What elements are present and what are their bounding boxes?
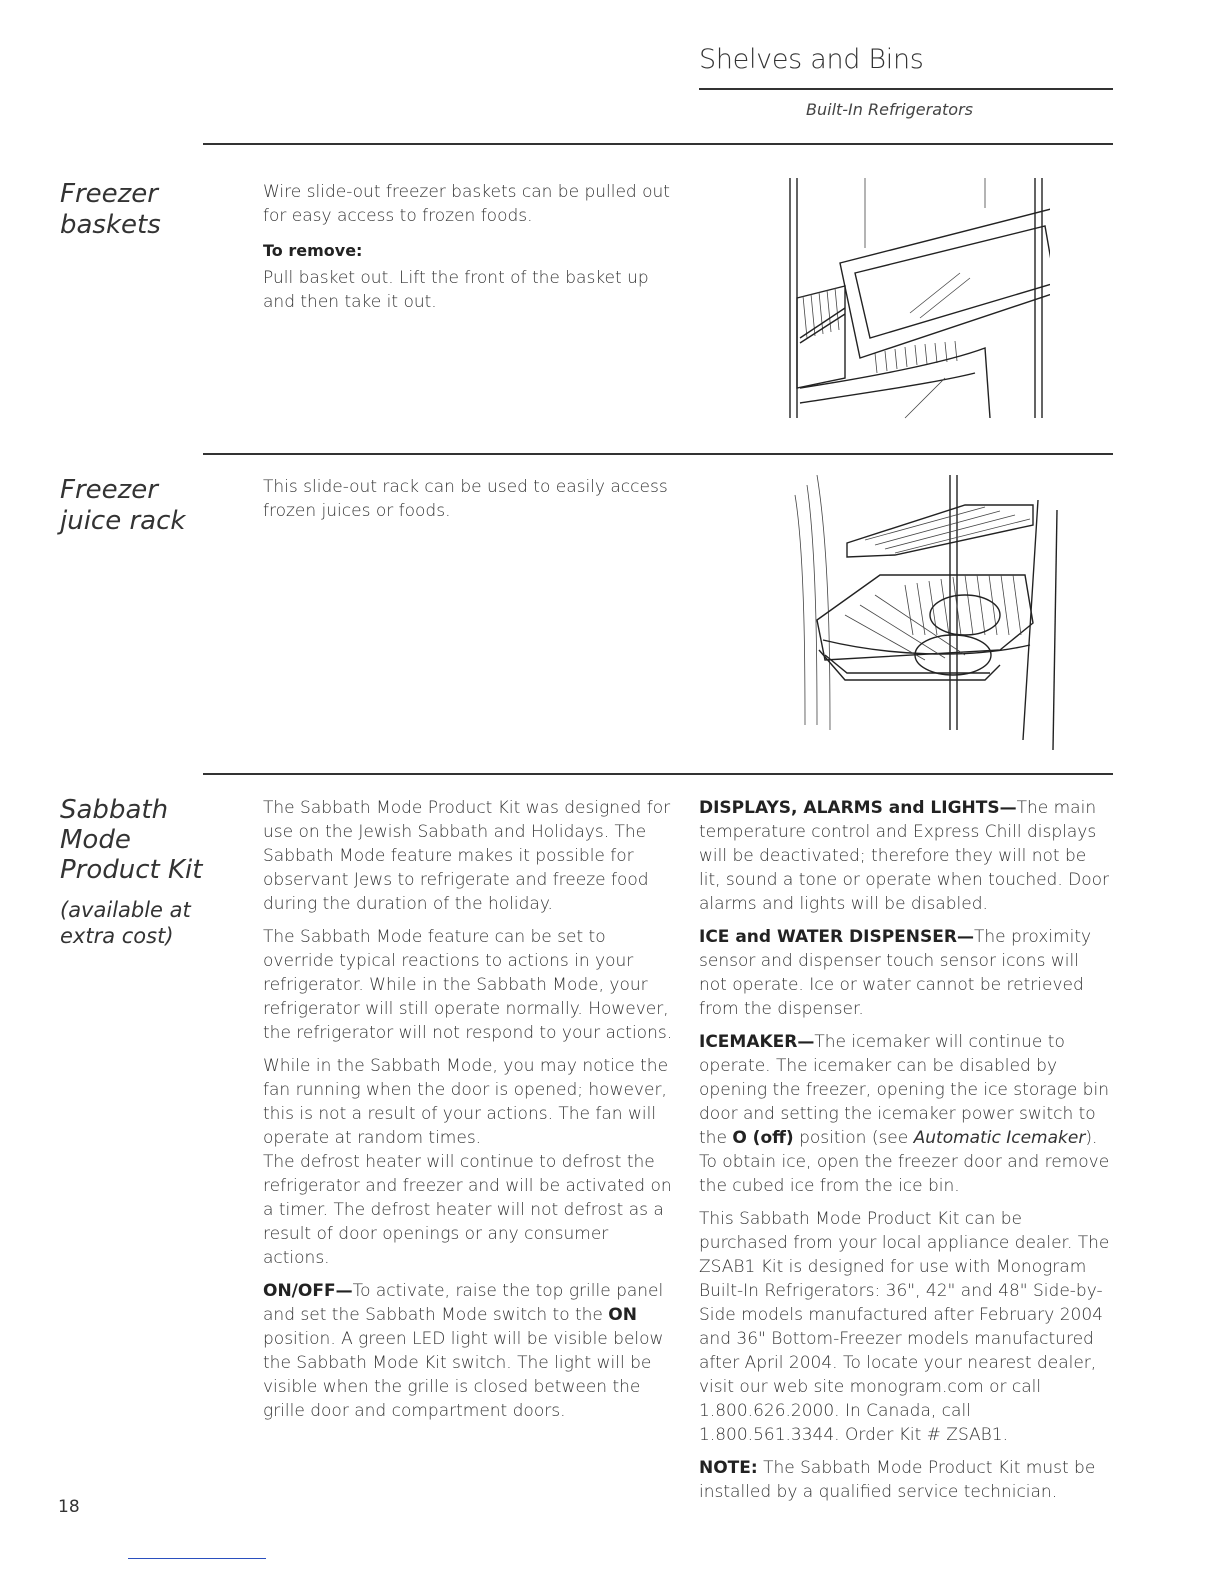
- heading-line: juice rack: [60, 506, 186, 536]
- heading-line: Freezer: [60, 475, 158, 505]
- icemaker-text: The icemaker will continue to operate. The icemaker can be disabled by opening the freezer, opening the ice storage bin door and setting the icemaker power switch to the: [699, 1032, 1109, 1148]
- displays-text: The main temperature control and Express Chill displays will be deactivated; therefore they will not be lit, sound a tone or operate when touched. Door alarms and lights will be disabled.: [699, 798, 1110, 914]
- footer-line: [128, 1558, 266, 1559]
- page-subtitle: Built-In Refrigerators: [806, 100, 973, 119]
- sabbath-availability-note: [60, 897, 191, 949]
- icemaker-text: position (see: [793, 1128, 914, 1148]
- freezer-baskets-heading: [60, 179, 161, 241]
- note-line: extra cost): [60, 924, 174, 948]
- heading-line: baskets: [60, 210, 161, 240]
- onoff-text: position. A green LED light will be visible below the Sabbath Mode Kit switch. The light will be visible when the grille is closed between the grille door and compartment doors.: [263, 1329, 664, 1421]
- ice-water-text: The proximity sensor and dispenser touch sensor icons will not operate. Ice or water cannot be retrieved from the dispenser.: [699, 927, 1092, 1019]
- sabbath-paragraph: The Sabbath Mode Product Kit was designed for use on the Jewish Sabbath and Holidays. The Sabbath Mode feature makes it possible for observant Jews to refrigerate and freeze food during the duration of the holiday.: [263, 798, 671, 914]
- page-number: 18: [58, 1497, 80, 1517]
- heading-line: Freezer: [60, 179, 158, 209]
- off-keyword: O (off): [732, 1128, 794, 1148]
- section-divider: [203, 143, 1113, 145]
- ice-water-paragraph: [699, 925, 1111, 1021]
- purchase-paragraph: This Sabbath Mode Product Kit can be purchased from your local appliance dealer. The ZSAB1 Kit is designed for use with Monogram Built-In Refrigerators: 36", 42" and 48" Side-by-Side models manufactured after February 2004 and 36" Bottom-Freezer models manufactured after April 2004. To locate your nearest dealer, visit our web site monogram.com or call 1.800.626.2000. In Canada, call 1.800.561.3344. Order Kit # ZSAB1.: [699, 1209, 1110, 1445]
- to-remove-text: Pull basket out. Lift the front of the basket up and then take it out.: [263, 268, 649, 312]
- displays-label: DISPLAYS, ALARMS and LIGHTS—: [699, 798, 1017, 818]
- onoff-text: To activate, raise the top grille panel and set the Sabbath Mode switch to the: [263, 1281, 664, 1325]
- juice-rack-heading: [60, 475, 185, 537]
- juice-rack-illustration: [785, 475, 1065, 750]
- to-remove-label: To remove:: [263, 241, 363, 260]
- sabbath-left-column: [263, 796, 675, 1432]
- sabbath-paragraph: The defrost heater will continue to defrost the refrigerator and freezer and will be activated on a timer. The defrost heater will not defrost as a result of door openings or any consumer actions.: [263, 1152, 672, 1268]
- icemaker-text: ).: [1085, 1128, 1098, 1148]
- note-line: (available at: [60, 898, 191, 922]
- on-keyword: ON: [608, 1305, 637, 1325]
- icemaker-reference: Automatic Icemaker: [913, 1128, 1086, 1148]
- note-paragraph: [699, 1456, 1111, 1504]
- icemaker-paragraph: To obtain ice, open the freezer door and remove the cubed ice from the ice bin.: [699, 1152, 1110, 1196]
- freezer-basket-illustration: [785, 178, 1050, 423]
- section-divider: [203, 453, 1113, 455]
- page-title: Shelves and Bins: [699, 44, 924, 75]
- header-rule: [699, 88, 1113, 90]
- note-text: The Sabbath Mode Product Kit must be installed by a qualified service technician.: [699, 1458, 1096, 1502]
- onoff-paragraph: [263, 1279, 675, 1423]
- juice-rack-body: [263, 475, 673, 532]
- heading-line: Product Kit: [60, 855, 203, 885]
- note-label: NOTE:: [699, 1458, 758, 1478]
- sabbath-paragraph: While in the Sabbath Mode, you may notice the fan running when the door is opened; however, this is not a result of your actions. The fan will operate at random times.: [263, 1056, 669, 1148]
- icemaker-paragraph: [699, 1030, 1111, 1150]
- icemaker-label: ICEMAKER—: [699, 1032, 815, 1052]
- freezer-baskets-body: [263, 180, 673, 323]
- juice-rack-intro: This slide-out rack can be used to easily access frozen juices or foods.: [263, 477, 668, 521]
- ice-water-label: ICE and WATER DISPENSER—: [699, 927, 974, 947]
- heading-line: Mode: [60, 825, 131, 855]
- displays-paragraph: [699, 796, 1111, 916]
- section-divider: [203, 773, 1113, 775]
- freezer-baskets-intro: Wire slide-out freezer baskets can be pulled out for easy access to frozen foods.: [263, 182, 670, 226]
- heading-line: Sabbath: [60, 795, 169, 825]
- onoff-label: ON/OFF—: [263, 1281, 353, 1301]
- sabbath-paragraph: The Sabbath Mode feature can be set to override typical reactions to actions in your refrigerator. While in the Sabbath Mode, your refrigerator will still operate normally. However, the refrigerator will not respond to your actions.: [263, 927, 673, 1043]
- sabbath-right-column: [699, 796, 1111, 1513]
- sabbath-heading: [60, 795, 202, 885]
